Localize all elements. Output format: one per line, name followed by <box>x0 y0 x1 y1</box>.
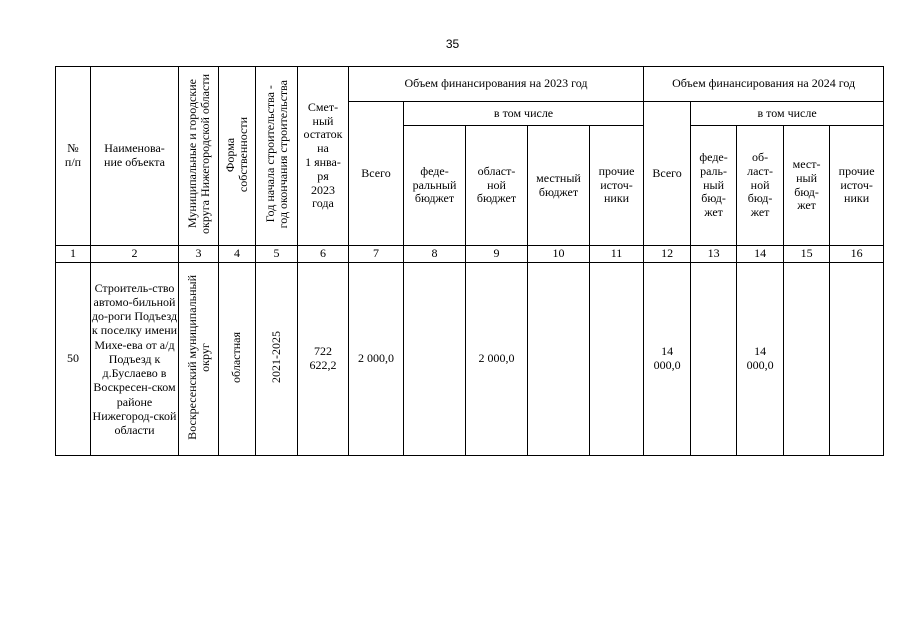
federal-2024-cell <box>691 263 737 456</box>
col-number: 9 <box>466 246 528 263</box>
col-number: 14 <box>737 246 784 263</box>
col-number: 12 <box>644 246 691 263</box>
header-federal-2023: феде- ральный бюджет <box>404 126 466 246</box>
total-2024-cell: 14 000,0 <box>644 263 691 456</box>
federal-2023-cell <box>404 263 466 456</box>
header-including-2023: в том числе <box>404 102 644 126</box>
header-remainder: Смет- ный остаток на 1 янва- ря 2023 года <box>298 67 349 246</box>
col-number: 10 <box>528 246 590 263</box>
district-cell: Воскресенский муниципальный округ <box>179 263 219 456</box>
header-group-2024: Объем финансирования на 2024 год <box>644 67 884 102</box>
years-cell: 2021-2025 <box>256 263 298 456</box>
total-2023-cell: 2 000,0 <box>349 263 404 456</box>
header-including-2024: в том числе <box>691 102 884 126</box>
col-number: 8 <box>404 246 466 263</box>
header-other-2023: прочие источ- ники <box>590 126 644 246</box>
header-district: Муниципальные и городские округа Нижегородской области <box>179 67 219 246</box>
object-name: Строитель-ство автомо-бильной до-роги Подъезд к поселку имени Михе-ева от а/д Подъезд к д.Буслаево в Воскресен-ском районе Нижегород-ской области <box>91 263 179 456</box>
header-total-2023: Всего <box>349 102 404 246</box>
local-2023-cell <box>528 263 590 456</box>
remainder-cell: 722 622,2 <box>298 263 349 456</box>
table-row <box>56 263 884 456</box>
col-number: 3 <box>179 246 219 263</box>
page-number: 35 <box>445 37 460 51</box>
regional-2024-cell: 14 000,0 <box>737 263 784 456</box>
header-local-2023: местный бюджет <box>528 126 590 246</box>
col-number: 5 <box>256 246 298 263</box>
header-total-2024: Всего <box>644 102 691 246</box>
other-2024-cell <box>830 263 884 456</box>
col-number: 16 <box>830 246 884 263</box>
col-number: 2 <box>91 246 179 263</box>
header-num: № п/п <box>56 67 91 246</box>
other-2023-cell <box>590 263 644 456</box>
header-local-2024: мест- ный бюд- жет <box>784 126 830 246</box>
col-number: 7 <box>349 246 404 263</box>
local-2024-cell <box>784 263 830 456</box>
row-num: 50 <box>56 263 91 456</box>
col-number: 1 <box>56 246 91 263</box>
col-number: 4 <box>219 246 256 263</box>
ownership-cell: областная <box>219 263 256 456</box>
header-federal-2024: феде- раль- ный бюд- жет <box>691 126 737 246</box>
header-regional-2024: об- ласт- ной бюд- жет <box>737 126 784 246</box>
header-group-2023: Объем финансирования на 2023 год <box>349 67 644 102</box>
header-other-2024: прочие источ- ники <box>830 126 884 246</box>
regional-2023-cell: 2 000,0 <box>466 263 528 456</box>
col-number: 11 <box>590 246 644 263</box>
col-number: 15 <box>784 246 830 263</box>
col-number: 13 <box>691 246 737 263</box>
header-regional-2023: област- ной бюджет <box>466 126 528 246</box>
financing-table <box>55 66 884 456</box>
header-ownership: Форма собственности <box>219 67 256 246</box>
header-years: Год начала строительства - год окончания строительства <box>256 67 298 246</box>
header-name: Наименова- ние объекта <box>91 67 179 246</box>
col-number: 6 <box>298 246 349 263</box>
